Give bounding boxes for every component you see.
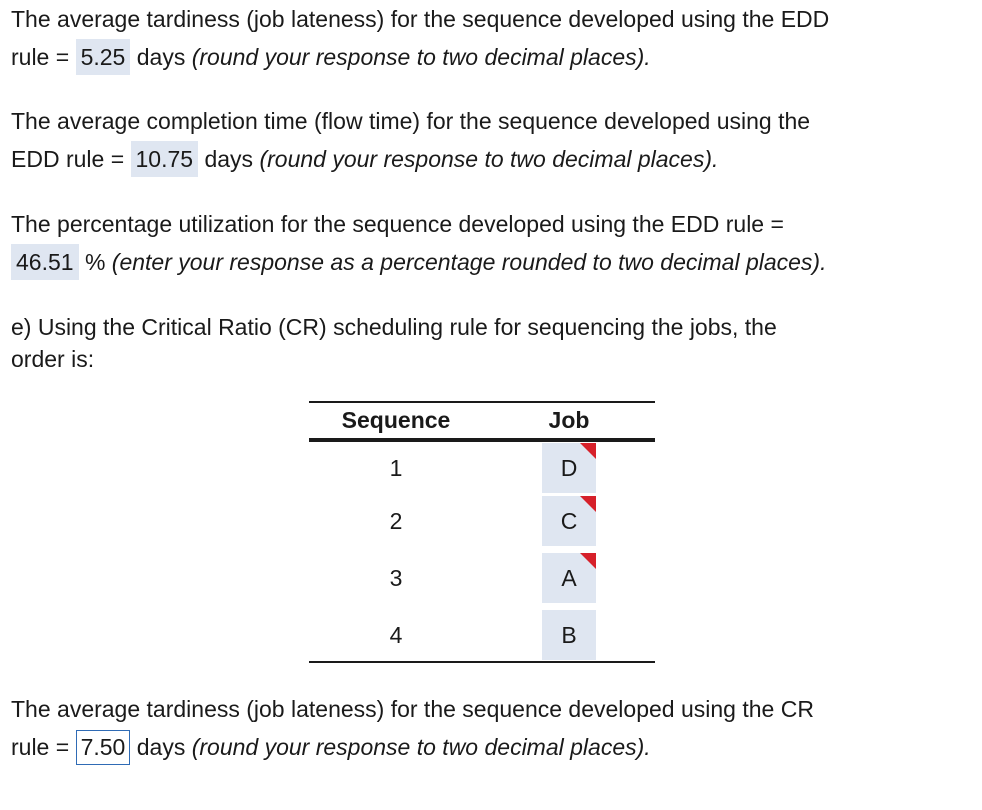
- sequence-cell: 3: [389, 565, 403, 591]
- job-answer-cell[interactable]: [542, 553, 596, 603]
- unit-label: days: [198, 146, 260, 172]
- table-bottom-rule: [309, 661, 655, 663]
- question-text: The average tardiness (job lateness) for the sequence developed using the CR: [11, 696, 814, 722]
- edd-utilization-question: [11, 205, 971, 281]
- table-row: [309, 610, 655, 660]
- incorrect-flag-icon: [580, 553, 596, 569]
- table-row: [309, 496, 655, 546]
- rounding-note: (enter your response as a percentage rounded to two decimal places).: [111, 249, 827, 275]
- job-answer-cell[interactable]: [542, 443, 596, 493]
- header-job: Job: [548, 407, 590, 433]
- question-text: The average completion time (flow time) for the sequence developed using the: [11, 108, 811, 134]
- question-prefix: rule =: [11, 734, 76, 760]
- edd-utilization-answer[interactable]: 46.51: [11, 244, 79, 280]
- job-answer-cell[interactable]: [542, 610, 596, 660]
- header-sequence: Sequence: [341, 407, 451, 433]
- unit-label: %: [78, 249, 112, 275]
- unit-label: days: [130, 44, 192, 70]
- sequence-cell: 4: [389, 622, 403, 648]
- cr-tardiness-question: [11, 690, 971, 766]
- part-e-line2: order is:: [11, 346, 95, 372]
- job-answer-cell[interactable]: [542, 496, 596, 546]
- edd-flow-time-answer[interactable]: 10.75: [131, 141, 199, 177]
- table-row: [309, 443, 655, 493]
- incorrect-flag-icon: [580, 443, 596, 459]
- unit-label: days: [130, 734, 192, 760]
- part-e-line1: e) Using the Critical Ratio (CR) scheduling rule for sequencing the jobs, the: [11, 314, 777, 340]
- part-e-prompt: [11, 311, 911, 375]
- sequence-cell: 1: [389, 455, 403, 481]
- job-value: D: [560, 455, 578, 481]
- edd-tardiness-question: [11, 0, 971, 76]
- rounding-note: (round your response to two decimal places).: [259, 146, 719, 172]
- question-prefix: EDD rule =: [11, 146, 131, 172]
- question-prefix: rule =: [11, 44, 76, 70]
- sequence-cell: 2: [389, 508, 403, 534]
- rounding-note: (round your response to two decimal places).: [191, 734, 651, 760]
- job-value: C: [560, 508, 578, 534]
- cr-tardiness-input[interactable]: 7.50: [76, 730, 131, 765]
- incorrect-flag-icon: [580, 496, 596, 512]
- table-row: [309, 553, 655, 603]
- edd-tardiness-answer[interactable]: 5.25: [76, 39, 131, 75]
- edd-flow-time-question: [11, 102, 971, 178]
- question-text: The percentage utilization for the sequence developed using the EDD rule =: [11, 211, 784, 237]
- job-value: B: [561, 622, 577, 648]
- rounding-note: (round your response to two decimal places).: [191, 44, 651, 70]
- job-value: A: [561, 565, 577, 591]
- question-text: The average tardiness (job lateness) for the sequence developed using the EDD: [11, 6, 830, 32]
- table-top-rule: [309, 401, 655, 403]
- table-header-rule: [309, 438, 655, 442]
